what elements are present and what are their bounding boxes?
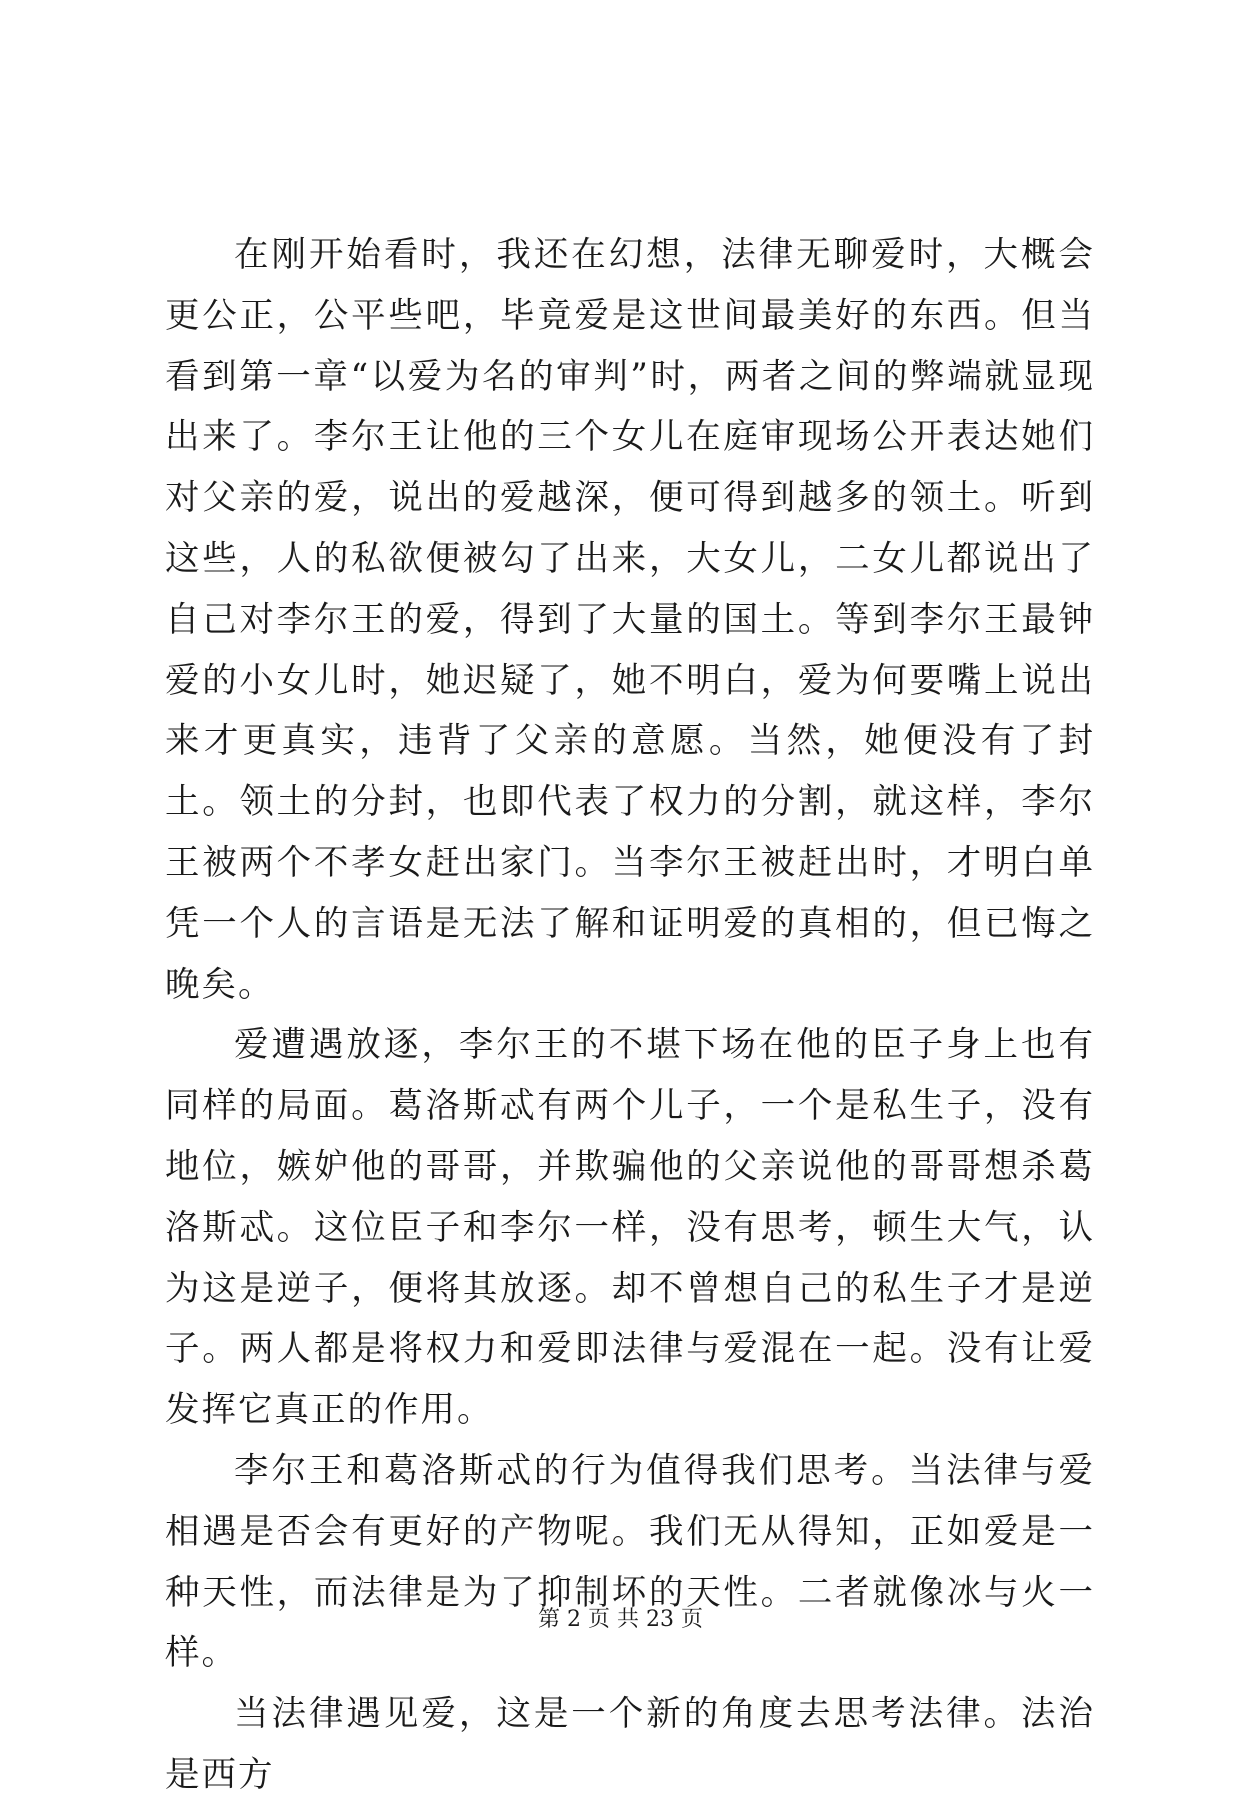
paragraph: 当法律遇见爱，这是一个新的角度去思考法律。法治是西方: [165, 1694, 1095, 1795]
paragraph: 李尔王和葛洛斯忒的行为值得我们思考。当法律与爱相遇是否会有更好的产物呢。我们无从得知，正如爱是一种天性，而法律是为了抑制坏的天性。二者就像冰与火一样。: [165, 1450, 1095, 1674]
paragraph: 爱遭遇放逐，李尔王的不堪下场在他的臣子身上也有同样的局面。葛洛斯忒有两个儿子，一个是私生子，没有地位，嫉妒他的哥哥，并欺骗他的父亲说他的哥哥想杀葛洛斯忒。这位臣子和李尔一样，没有思考，顿生大气，认为这是逆子，便将其放逐。却不曾想自己的私生子才是逆子。两人都是将权力和爱即法律与爱混在一起。没有让爱发挥它真正的作用。: [165, 1025, 1095, 1431]
document-body: [165, 225, 1095, 1806]
paragraph: 在刚开始看时，我还在幻想，法律无聊爱时，大概会更公正，公平些吧，毕竟爱是这世间最美好的东西。但当看到第一章“以爱为名的审判”时，两者之间的弊端就显现出来了。李尔王让他的三个女儿在庭审现场公开表达她们对父亲的爱，说出的爱越深，便可得到越多的领土。听到这些，人的私欲便被勾了出来，大女儿，二女儿都说出了自己对李尔王的爱，得到了大量的国土。等到李尔王最钟爱的小女儿时，她迟疑了，她不明白，爱为何要嘴上说出来才更真实，违背了父亲的意愿。当然，她便没有了封土。领土的分封，也即代表了权力的分割，就这样，李尔王被两个不孝女赶出家门。当李尔王被赶出时，才明白单凭一个人的言语是无法了解和证明爱的真相的，但已悔之晚矣。: [165, 235, 1095, 1005]
page-number-footer: 第 2 页 共 23 页: [538, 1607, 703, 1632]
